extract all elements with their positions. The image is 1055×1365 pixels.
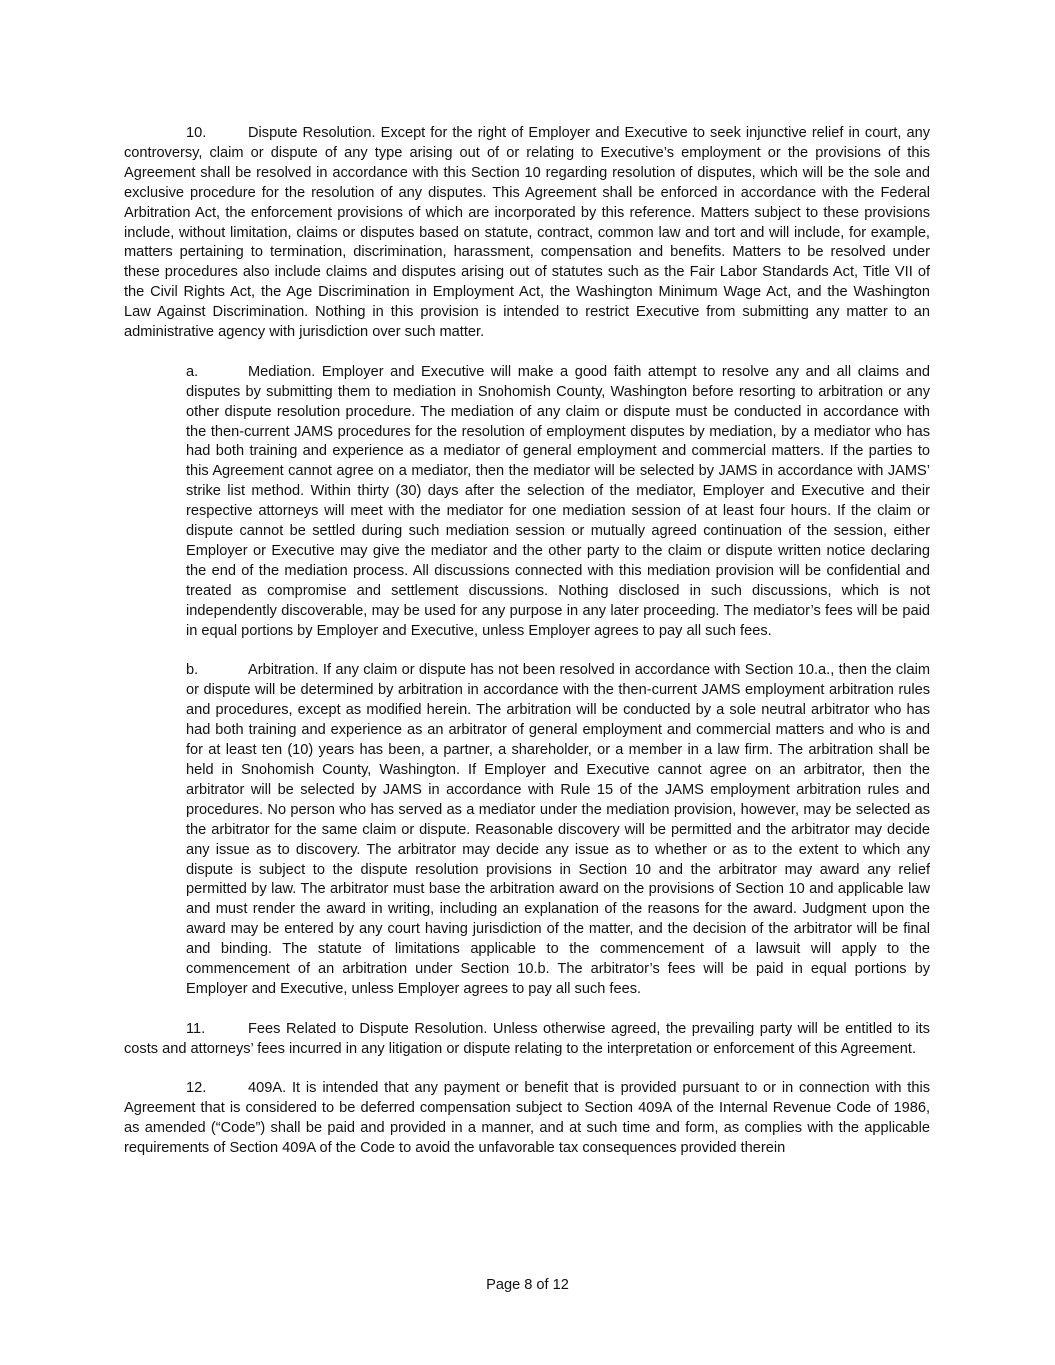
- section-10-paragraph: [124, 124, 930, 343]
- section-12-paragraph: [124, 1079, 930, 1159]
- section-10-text: Except for the right of Employer and Executive to seek injunctive relief in court, any controversy, claim or dispute of any type arising out of or relating to Executive’s employment or the provisions of this Agreement shall be resolved in accordance with this Section 10 regarding resolution of disputes, which will be the sole and exclusive procedure for the resolution of any disputes. This Agreement shall be enforced in accordance with the Federal Arbitration Act, the enforcement provisions of which are incorporated by this reference. Matters subject to these provisions include, without limitation, claims or disputes based on statute, contract, common law and tort and will include, for example, matters pertaining to termination, discrimination, harassment, compensation and benefits. Matters to be resolved under these procedures also include claims and disputes arising out of statutes such as the Fair Labor Standards Act, Title VII of the Civil Rights Act, the Age Discrimination in Employment Act, the Washington Minimum Wage Act, and the Washington Law Against Discrimination. Nothing in this provision is intended to restrict Executive from submitting any matter to an administrative agency with jurisdiction over such matter.: [124, 125, 930, 341]
- section-12-number: 12.: [186, 1080, 207, 1097]
- section-10-number: 10.: [186, 125, 207, 141]
- section-12-heading: 409A.: [248, 1080, 287, 1097]
- section-10b-heading: Arbitration.: [248, 662, 319, 679]
- page-number-footer: Page 8 of 12: [486, 1277, 569, 1293]
- section-10a-heading: Mediation.: [248, 363, 316, 380]
- section-11-number: 11.: [186, 1020, 206, 1037]
- section-10a-text: Employer and Executive will make a good faith attempt to resolve any and all claims and disputes by submitting them to mediation in Snohomish County, Washington before resorting to arbitration or any other dispute resolution procedure. The mediation of any claim or dispute must be conducted in accordance with the then-current JAMS procedures for the resolution of employment disputes by mediation, by a mediator who has had both training and experience as a mediator of general employment and commercial matters. If the parties to this Agreement cannot agree on a mediator, then the mediator will be selected by JAMS in accordance with JAMS’ strike list method. Within thirty (30) days after the selection of the mediator, Employer and Executive and their respective attorneys will meet with the mediator for one mediation session of at least four hours. If the claim or dispute cannot be settled during such mediation session or mutually agreed continuation of the session, either Employer or Executive may give the mediator and the other party to the claim or dispute written notice declaring the end of the mediation process. All discussions connected with this mediation provision will be confidential and treated as compromise and settlement discussions. Nothing disclosed in such discussions, which is not independently discoverable, may be used for any purpose in any later proceeding. The mediator’s fees will be paid in equal portions by Employer and Executive, unless Employer agrees to pay all such fees.: [186, 363, 930, 639]
- section-11-heading: Fees Related to Dispute Resolution.: [248, 1020, 488, 1037]
- section-10b-number: b.: [186, 662, 199, 679]
- section-12-text: It is intended that any payment or benefit that is provided pursuant to or in connection with this Agreement that is considered to be deferred compensation subject to Section 409A of the Internal Revenue Code of 1986, as amended (“Code”) shall be paid and provided in a manner, and at such time and form, as complies with the applicable requirements of Section 409A of the Code to avoid the unfavorable tax consequences provided therein: [124, 1080, 930, 1157]
- section-11-paragraph: [124, 1020, 930, 1060]
- section-10b-paragraph: [186, 661, 930, 999]
- section-10a-number: a.: [186, 363, 199, 380]
- section-10a-paragraph: [186, 363, 930, 642]
- section-11-text: Unless otherwise agreed, the prevailing party will be entitled to its costs and attorneys’ fees incurred in any litigation or dispute relating to the interpretation or enforcement of this Agreement.: [124, 1020, 930, 1057]
- section-10b-text: If any claim or dispute has not been resolved in accordance with Section 10.a., then the claim or dispute will be determined by arbitration in accordance with the then-current JAMS employment arbitration rules and procedures, except as modified herein. The arbitration will be conducted by a sole neutral arbitrator who has had both training and experience as an arbitrator of general employment and commercial matters and who is and for at least ten (10) years has been, a partner, a shareholder, or a member in a law firm. The arbitration shall be held in Snohomish County, Washington. If Employer and Executive cannot agree on an arbitrator, then the arbitrator will be selected by JAMS in accordance with Rule 15 of the JAMS employment arbitration rules and procedures. No person who has served as a mediator under the mediation provision, however, may be selected as the arbitrator for the same claim or dispute. Reasonable discovery will be permitted and the arbitrator may decide any issue as to discovery. The arbitrator may decide any issue as to whether or as to the extent to which any dispute is subject to the dispute resolution provisions in Section 10 and the arbitrator may award any relief permitted by law. The arbitrator must base the arbitration award on the provisions of Section 10 and applicable law and must render the award in writing, including an explanation of the reasons for the award. Judgment upon the award may be entered by any court having jurisdiction of the matter, and the decision of the arbitrator will be final and binding. The statute of limitations applicable to the commencement of a lawsuit will apply to the commencement of an arbitration under Section 10.b. The arbitrator’s fees will be paid in equal portions by Employer and Executive, unless Employer agrees to pay all such fees.: [186, 662, 930, 997]
- document-body: [124, 124, 930, 1179]
- section-10-heading: Dispute Resolution.: [248, 125, 376, 141]
